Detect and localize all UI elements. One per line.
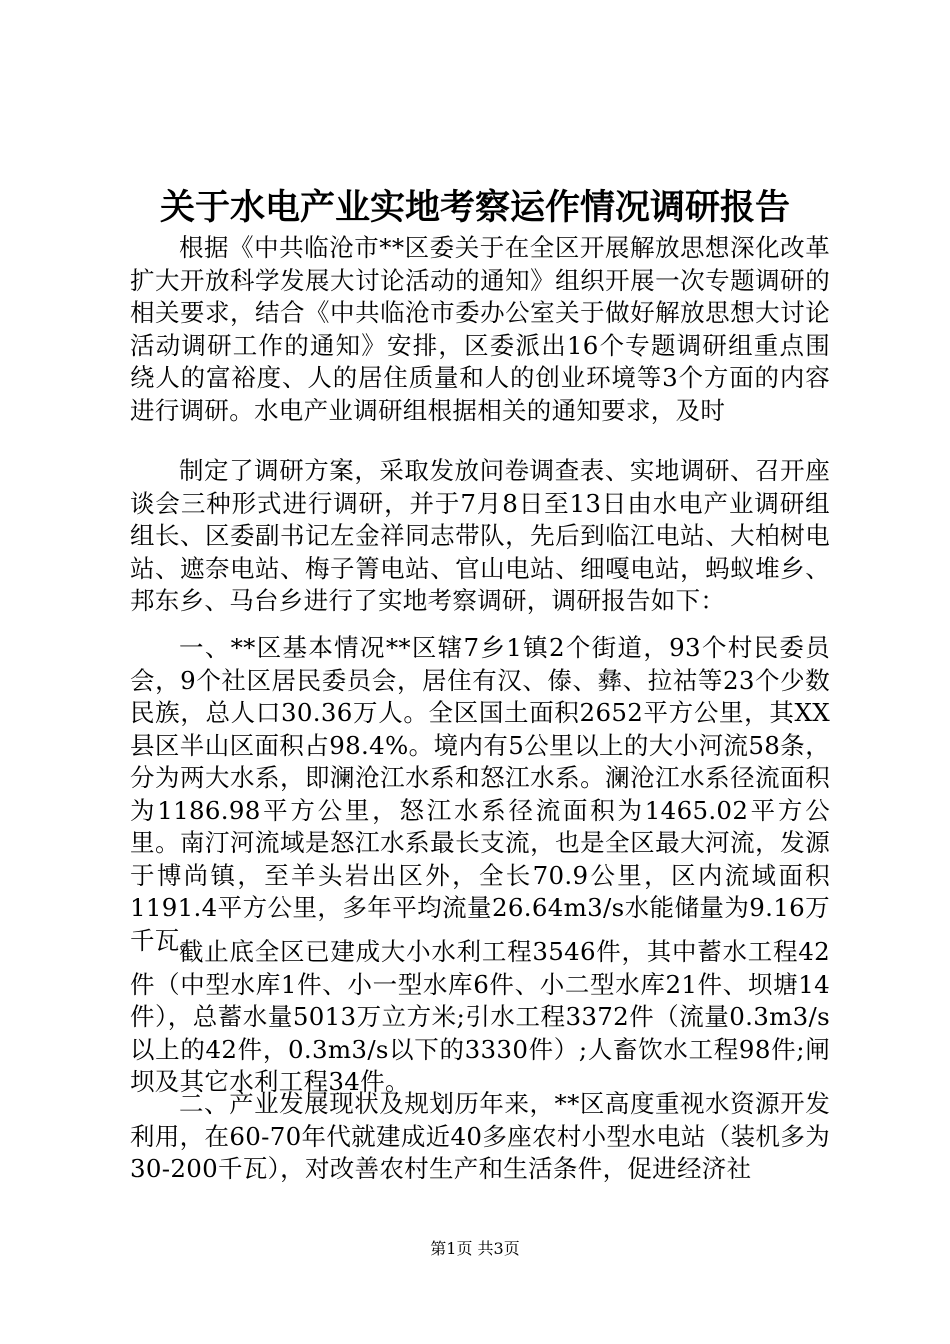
document-title: 关于水电产业实地考察运作情况调研报告 <box>159 187 790 228</box>
paragraph: 根据《中共临沧市**区委关于在全区开展解放思想深化改革扩大开放科学发展大讨论活动的通知》组织开展一次专题调研的相关要求，结合《中共临沧市委办公室关于做好解放思想大讨论活动调研工作的通知》安排，区委派出16个专题调研组重点围绕人的富裕度、人的居住质量和人的创业环境等3个方面的内容进行调研。水电产业调研组根据相关的通知要求，及时 <box>130 233 831 425</box>
paragraph-4-block <box>130 936 830 1099</box>
paragraph-1-block <box>130 232 830 427</box>
paragraph-5-block <box>130 1088 830 1186</box>
paragraph-3-block <box>130 632 830 957</box>
paragraph: 制定了调研方案，采取发放问卷调查表、实地调研、召开座谈会三种形式进行调研，并于7月8日至13日由水电产业调研组组长、区委副书记左金祥同志带队，先后到临江电站、大柏树电站、遮奈电站、梅子箐电站、官山电站、细嘎电站，蚂蚁堆乡、邦东乡、马台乡进行了实地考察调研，调研报告如下： <box>130 456 830 615</box>
paragraph: 二、产业发展现状及规划历年来，**区高度重视水资源开发利用，在60-70年代就建成近40多座农村小型水电站（装机多为30-200千瓦），对改善农村生产和生活条件，促进经济社 <box>130 1089 830 1183</box>
paragraph: 一、**区基本情况**区辖7乡1镇2个街道，93个村民委员会，9个社区居民委员会，居住有汉、傣、彝、拉祜等23个少数民族，总人口30.36万人。全区国土面积2652平方公里，其XX县区半山区面积占98.4%。境内有5公里以上的大小河流58条，分为两大水系，即澜沧江水系和怒江水系。澜沧江水系径流面积为1186.98平方公里，怒江水系径流面积为1465.02平方公里。南汀河流域是怒江水系最长支流，也是全区最大河流，发源于博尚镇，至羊头岩出区外，全长70.9公里，区内流域面积1191.4平方公里，多年平均流量26.64m3/s水能储量为9.16万千瓦。 <box>130 633 830 955</box>
paragraph-2-block <box>130 455 830 618</box>
page-footer: 第1页 共3页 <box>430 1239 520 1258</box>
paragraph: 截止底全区已建成大小水利工程3546件，其中蓄水工程42件（中型水库1件、小一型水库6件、小二型水库21件、坝塘14件），总蓄水量5013万立方米;引水工程3372件（流量0.3m3/s以上的42件，0.3m3/s以下的3330件）;人畜饮水工程98件;闸坝及其它水利工程34件。 <box>130 937 830 1096</box>
